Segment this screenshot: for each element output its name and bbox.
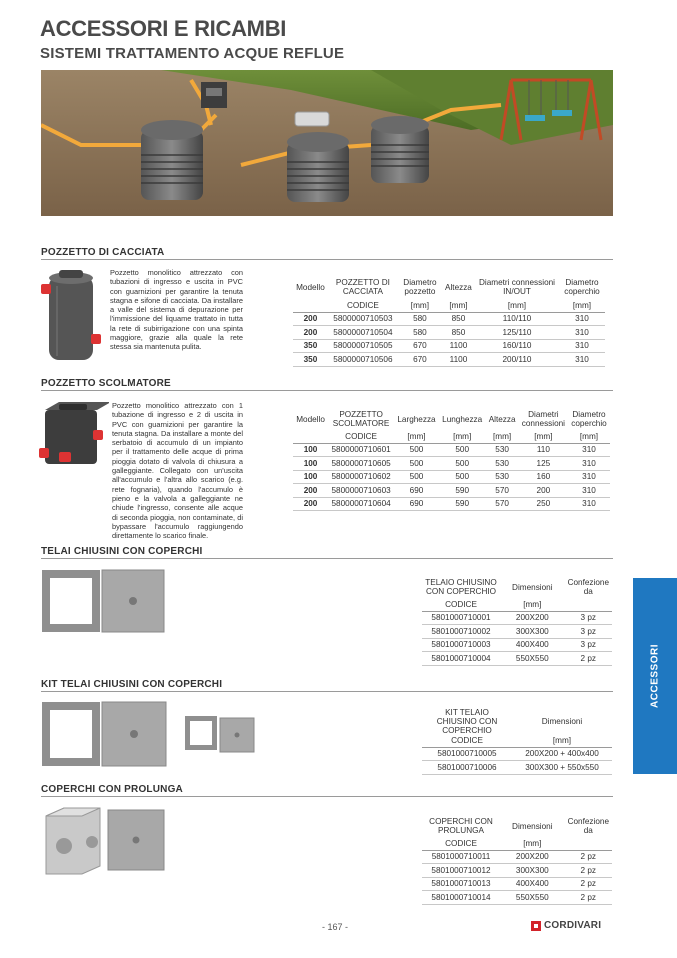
cell: 110 [519, 443, 568, 457]
section-title-telai: TELAI CHIUSINI CON COPERCHI [41, 546, 203, 557]
cell: 1100 [442, 353, 475, 367]
col-header: Confezione da [567, 578, 609, 596]
cell: 5801000710003 [422, 638, 500, 652]
table-row [293, 339, 605, 353]
cell: 2 pz [565, 850, 612, 864]
cell: 300X300 [500, 864, 565, 878]
cell: 310 [559, 339, 605, 353]
unit-cell: CODICE [328, 300, 398, 312]
cell: 5800000710503 [328, 312, 398, 326]
unit-cell: CODICE [422, 599, 500, 611]
col-header: Modello [296, 282, 325, 292]
cell: 310 [568, 457, 610, 471]
page-title: ACCESSORI E RICAMBI [40, 16, 287, 41]
cell: 580 [398, 312, 442, 326]
table-row [422, 747, 612, 761]
cell: 1100 [442, 339, 475, 353]
cell: 200 [519, 484, 568, 498]
table-row [293, 353, 605, 367]
cell: 550X550 [500, 652, 565, 666]
section-divider [41, 259, 613, 260]
col-header: Lunghezza [442, 414, 483, 424]
cell: 500 [439, 457, 486, 471]
unit-cell: CODICE [328, 431, 394, 443]
cell: 2 pz [565, 864, 612, 878]
unit-cell: [mm] [485, 431, 518, 443]
cell: 670 [398, 353, 442, 367]
table-row [422, 877, 612, 891]
cell: 5800000710604 [328, 497, 394, 511]
unit-cell: CODICE [422, 735, 512, 747]
table-prolunga [422, 814, 612, 905]
table-row [293, 470, 610, 484]
cell: 100 [293, 470, 328, 484]
cell: 400X400 [500, 877, 565, 891]
table-row [422, 625, 612, 639]
cell: 5801000710013 [422, 877, 500, 891]
table-row [293, 497, 610, 511]
col-header: POZZETTO DI CACCIATA [335, 278, 390, 296]
unit-cell: [mm] [398, 300, 442, 312]
cell: 500 [439, 443, 486, 457]
cell: 580 [398, 326, 442, 340]
col-header: Larghezza [397, 414, 436, 424]
table-row [422, 864, 612, 878]
cell: 2 pz [565, 877, 612, 891]
col-header: KIT TELAIO CHIUSINO CON COPERCHIO [436, 708, 498, 735]
unit-cell: [mm] [500, 599, 565, 611]
hero-illustration [41, 70, 613, 216]
cell: 550X550 [500, 891, 565, 905]
cell: 250 [519, 497, 568, 511]
cell: 5801000710002 [422, 625, 500, 639]
col-header: Confezione da [567, 817, 609, 835]
side-tab-accessori [633, 578, 677, 774]
product-image-kit [40, 700, 260, 770]
garden-installation-illustration [41, 70, 613, 216]
cell: 5801000710004 [422, 652, 500, 666]
tank-center [287, 132, 349, 202]
cell: 200X200 [500, 611, 565, 625]
cell: 350 [293, 353, 328, 367]
table-row [422, 611, 612, 625]
section-divider [41, 558, 613, 559]
cell: 500 [439, 470, 486, 484]
cell: 125/110 [475, 326, 559, 340]
page-number: - 167 - [322, 922, 349, 932]
cell: 3 pz [565, 638, 612, 652]
cell: 2 pz [565, 891, 612, 905]
cell: 160 [519, 470, 568, 484]
cell: 310 [568, 497, 610, 511]
table-row [422, 761, 612, 775]
cell: 300X300 [500, 625, 565, 639]
cell: 5801000710014 [422, 891, 500, 905]
col-header: COPERCHI CON PROLUNGA [429, 817, 493, 835]
cell: 500 [394, 443, 439, 457]
col-header: Diametro coperchio [571, 410, 607, 428]
cell: 670 [398, 339, 442, 353]
side-tab-label: ACCESSORI [649, 644, 661, 708]
cell: 5800000710601 [328, 443, 394, 457]
cell: 5801000710011 [422, 850, 500, 864]
cell: 200X200 + 400x400 [512, 747, 612, 761]
brand-name: CORDIVARI [544, 920, 602, 931]
cell: 570 [485, 497, 518, 511]
cell: 690 [394, 484, 439, 498]
table-row [293, 443, 610, 457]
cell: 2 pz [565, 652, 612, 666]
cell: 200 [293, 312, 328, 326]
cell: 310 [568, 470, 610, 484]
cell: 5800000710504 [328, 326, 398, 340]
col-header: Altezza [488, 414, 516, 424]
page-subtitle: SISTEMI TRATTAMENTO ACQUE REFLUE [40, 45, 345, 62]
section-title-kit: KIT TELAI CHIUSINI CON COPERCHI [41, 679, 223, 690]
cell: 5800000710505 [328, 339, 398, 353]
section-divider [41, 796, 613, 797]
cell: 100 [293, 457, 328, 471]
cell: 100 [293, 443, 328, 457]
cell: 690 [394, 497, 439, 511]
table-cacciata [293, 274, 605, 367]
cell: 300X300 + 550x550 [512, 761, 612, 775]
cordivari-logo-icon [531, 921, 541, 931]
table-row [422, 891, 612, 905]
cell: 200/110 [475, 353, 559, 367]
cell: 5801000710012 [422, 864, 500, 878]
unit-cell: [mm] [559, 300, 605, 312]
cell: 5800000710603 [328, 484, 394, 498]
product-image-prolunga [40, 806, 168, 878]
table-telai [422, 575, 612, 666]
product-image-cacciata [37, 268, 105, 368]
cell: 500 [394, 457, 439, 471]
cell: 310 [559, 312, 605, 326]
unit-cell: [mm] [394, 431, 439, 443]
section-title-prolunga: COPERCHI CON PROLUNGA [41, 784, 183, 795]
cell: 850 [442, 312, 475, 326]
table-row [422, 638, 612, 652]
cell: 160/110 [475, 339, 559, 353]
cell: 110/110 [475, 312, 559, 326]
cell: 200 [293, 484, 328, 498]
brand-logo [531, 920, 601, 931]
cell: 3 pz [565, 611, 612, 625]
col-header: Altezza [445, 282, 472, 292]
tank-left [141, 120, 203, 200]
unit-cell: [mm] [442, 300, 475, 312]
cell: 530 [485, 470, 518, 484]
cell: 310 [568, 484, 610, 498]
section-title-scolmatore: POZZETTO SCOLMATORE [41, 378, 171, 389]
cell: 125 [519, 457, 568, 471]
unit-cell: [mm] [439, 431, 486, 443]
cell: 530 [485, 443, 518, 457]
col-header: Diametri connessioni [521, 410, 566, 428]
col-header: Dimensioni [512, 821, 553, 831]
tank-right [371, 116, 429, 183]
cell: 5800000710605 [328, 457, 394, 471]
cell: 590 [439, 497, 486, 511]
col-header: Modello [296, 414, 325, 424]
table-row [293, 326, 605, 340]
table-scolmatore [293, 407, 610, 511]
cell: 5800000710506 [328, 353, 398, 367]
col-header: Dimensioni [541, 717, 583, 726]
section-title-cacciata: POZZETTO DI CACCIATA [41, 247, 165, 258]
cell: 200 [293, 497, 328, 511]
col-header: POZZETTO SCOLMATORE [332, 410, 390, 428]
description-scolmatore: Pozzetto monolitico attrezzato con 1 tubazione di ingresso e 2 di uscita in PVC con guarnizioni per garantire la tenuta stagna. Da installare a monte del serbatoio di accumulo di un impianto per il trattamento delle acque di prima pioggia dotato di valvola di chiusura a galleggiante. Collegato con un'uscita all'accumulo e l'altra allo scarico (e.g. rete fognaria), quando l'accumulo è pieno e la valvola a galleggiante ne chiude l'ingresso, consente alle acque di seconda pioggia, non contaminate, di bypassare l'accumulo raggiungendo direttamente lo scarico finale. [112, 401, 243, 541]
blower-unit [295, 112, 329, 126]
table-row [422, 652, 612, 666]
table-row [422, 850, 612, 864]
unit-cell [565, 599, 612, 611]
cell: 5801000710005 [422, 747, 512, 761]
cell: 570 [485, 484, 518, 498]
table-row [293, 457, 610, 471]
unit-cell: [mm] [519, 431, 568, 443]
table-row [293, 312, 605, 326]
cell: 200 [293, 326, 328, 340]
col-header: Dimensioni [512, 582, 553, 592]
cell: 5801000710006 [422, 761, 512, 775]
cell: 310 [568, 443, 610, 457]
control-box [201, 82, 227, 108]
unit-cell: [mm] [475, 300, 559, 312]
table-row [293, 484, 610, 498]
col-header: Diametri connessioni IN/OUT [479, 278, 555, 296]
table-kit [422, 708, 612, 775]
col-header: Diametro coperchio [564, 278, 600, 296]
cell: 530 [485, 457, 518, 471]
cell: 310 [559, 326, 605, 340]
cell: 200X200 [500, 850, 565, 864]
section-divider [41, 390, 613, 391]
cell: 3 pz [565, 625, 612, 639]
unit-cell: [mm] [568, 431, 610, 443]
cell: 310 [559, 353, 605, 367]
cell: 5801000710001 [422, 611, 500, 625]
unit-cell: CODICE [422, 838, 500, 850]
product-image-telai [40, 568, 168, 638]
product-image-scolmatore [37, 400, 109, 470]
unit-cell: [mm] [512, 735, 612, 747]
unit-cell [565, 838, 612, 850]
col-header: Diametro pozzetto [403, 278, 437, 296]
unit-cell [293, 300, 328, 312]
section-divider [41, 691, 613, 692]
unit-cell: [mm] [500, 838, 565, 850]
col-header: TELAIO CHIUSINO CON COPERCHIO [425, 578, 497, 596]
cell: 350 [293, 339, 328, 353]
cell: 850 [442, 326, 475, 340]
cell: 500 [394, 470, 439, 484]
cell: 400X400 [500, 638, 565, 652]
unit-cell [293, 431, 328, 443]
cell: 5800000710602 [328, 470, 394, 484]
description-cacciata: Pozzetto monolitico attrezzato con tubazioni di ingresso e uscita in PVC con guarnizioni per garantire la tenuta stagna e sifone di cacciata. Da installare a valle del sistema di depurazione per l'immissione del liquame trattato in tutta la rete di subirrigazione con una spinta maggiore, grazie alla quale la rete stessa sia mantenuta pulita. [110, 268, 243, 352]
cell: 590 [439, 484, 486, 498]
